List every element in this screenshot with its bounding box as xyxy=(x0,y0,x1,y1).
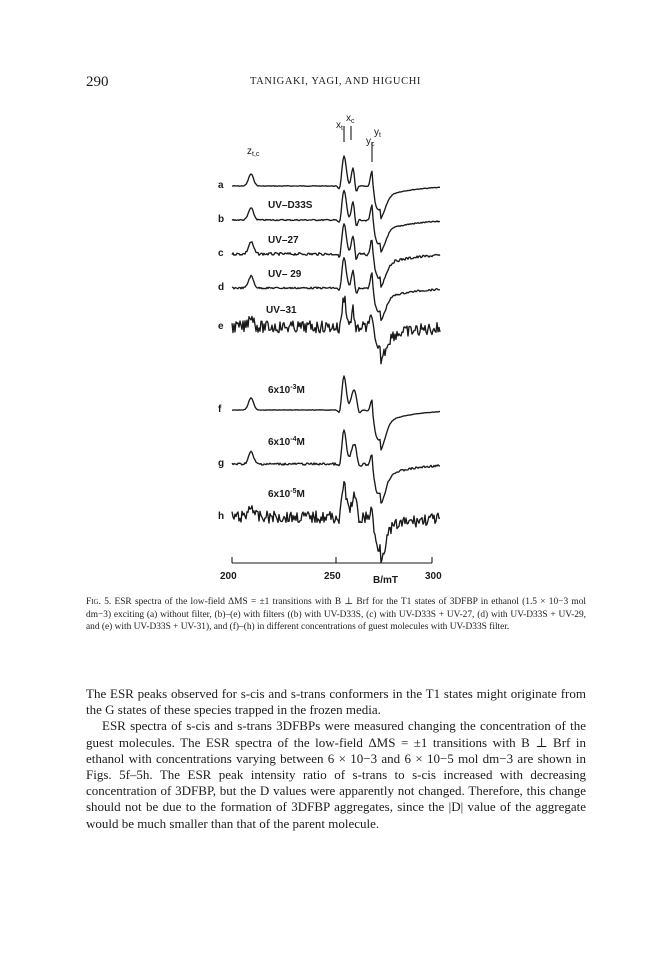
peak-label-z: $z_{t,c}$ xyxy=(247,146,260,158)
peak-labels xyxy=(247,113,381,162)
trace-letter-f: f xyxy=(218,404,222,415)
spectra-traces xyxy=(218,156,440,563)
spectrum-trace-e xyxy=(232,296,440,364)
spectrum-trace-d xyxy=(232,258,440,321)
trace-letter-e: e xyxy=(218,321,224,332)
peak-label-x-c: $x_c$ xyxy=(346,113,355,125)
body-text xyxy=(86,686,586,832)
trace-letter-a: a xyxy=(218,180,224,191)
caption-figure-label: Fig. 5. xyxy=(86,597,112,607)
body-paragraph-2: ESR spectra of s-cis and s-trans 3DFBPs were measured changing the concentration of the guest molecules. The ESR spectra of the low-field ΔMS = ±1 transitions with B ⊥ Brf in ethanol with concentrations varying between 6 × 10−3 and 6 × 10−5 mol dm−3 are shown in Figs. 5f–5h. The ESR peak intensity ratio of s-trans to s-cis increased with decreasing concentration of 3DFBP, but the D values were apparently not changed. Therefore, this change should not be due to the formation of 3DFBP aggregates, since the |D| value of the aggregate would be much smaller than that of the parent molecule. xyxy=(86,718,586,831)
trace-label-f: $6x10^{-3}M$ xyxy=(268,384,305,396)
trace-label-c: UV–27 xyxy=(268,235,299,246)
trace-letter-b: b xyxy=(218,214,225,225)
spectrum-trace-a xyxy=(232,156,440,219)
trace-label-d: UV– 29 xyxy=(268,269,302,280)
trace-letter-d: d xyxy=(218,282,225,293)
field-axis xyxy=(220,557,442,586)
axis-tick-label-200: 200 xyxy=(220,571,237,582)
caption-text: ESR spectra of the low-field ΔMS = ±1 transitions with B ⊥ Brf for the T1 states of 3DFBP in ethanol (1.5 × 10−3 mol dm−3) exciting (a) without filter, (b)–(e) with filters ((b) with UV-D33S, (c) with UV-D33S + UV-27, (d) with UV-D33S + UV-29, and (e) with UV-D33S + UV-31), and (f)–(h) in different concentrations of guest molecules with UV-D33S filter. xyxy=(86,597,586,633)
trace-label-g: $6x10^{-4}M$ xyxy=(268,436,305,448)
trace-label-e: UV–31 xyxy=(266,305,297,316)
axis-unit-label: B/mT xyxy=(373,575,398,586)
figure-caption xyxy=(86,596,586,634)
trace-label-b: UV–D33S xyxy=(268,200,313,211)
peak-label-y-t: $y_t$ xyxy=(374,127,381,139)
axis-tick-label-300: 300 xyxy=(425,571,442,582)
spectrum-trace-c xyxy=(232,224,440,287)
running-head: TANIGAKI, YAGI, AND HIGUCHI xyxy=(250,76,421,87)
trace-letter-g: g xyxy=(218,458,225,469)
trace-label-h: $6x10^{-5}M$ xyxy=(268,488,305,500)
peak-label-y-c: $y_c$ xyxy=(366,136,375,148)
spectrum-trace-b xyxy=(232,190,440,252)
axis-tick-label-250: 250 xyxy=(324,571,341,582)
peak-label-x-t: $x_t$ xyxy=(336,120,343,132)
spectrum-trace-g xyxy=(232,430,440,503)
trace-letter-h: h xyxy=(218,511,225,522)
page-number: 290 xyxy=(86,74,109,90)
spectrum-trace-f xyxy=(232,376,440,450)
body-paragraph-1: The ESR peaks observed for s-cis and s-trans conformers in the T1 states might originate from the G states of these species trapped in the frozen media. xyxy=(86,686,586,718)
trace-letter-c: c xyxy=(218,248,224,259)
spectrum-trace-h xyxy=(232,482,440,563)
